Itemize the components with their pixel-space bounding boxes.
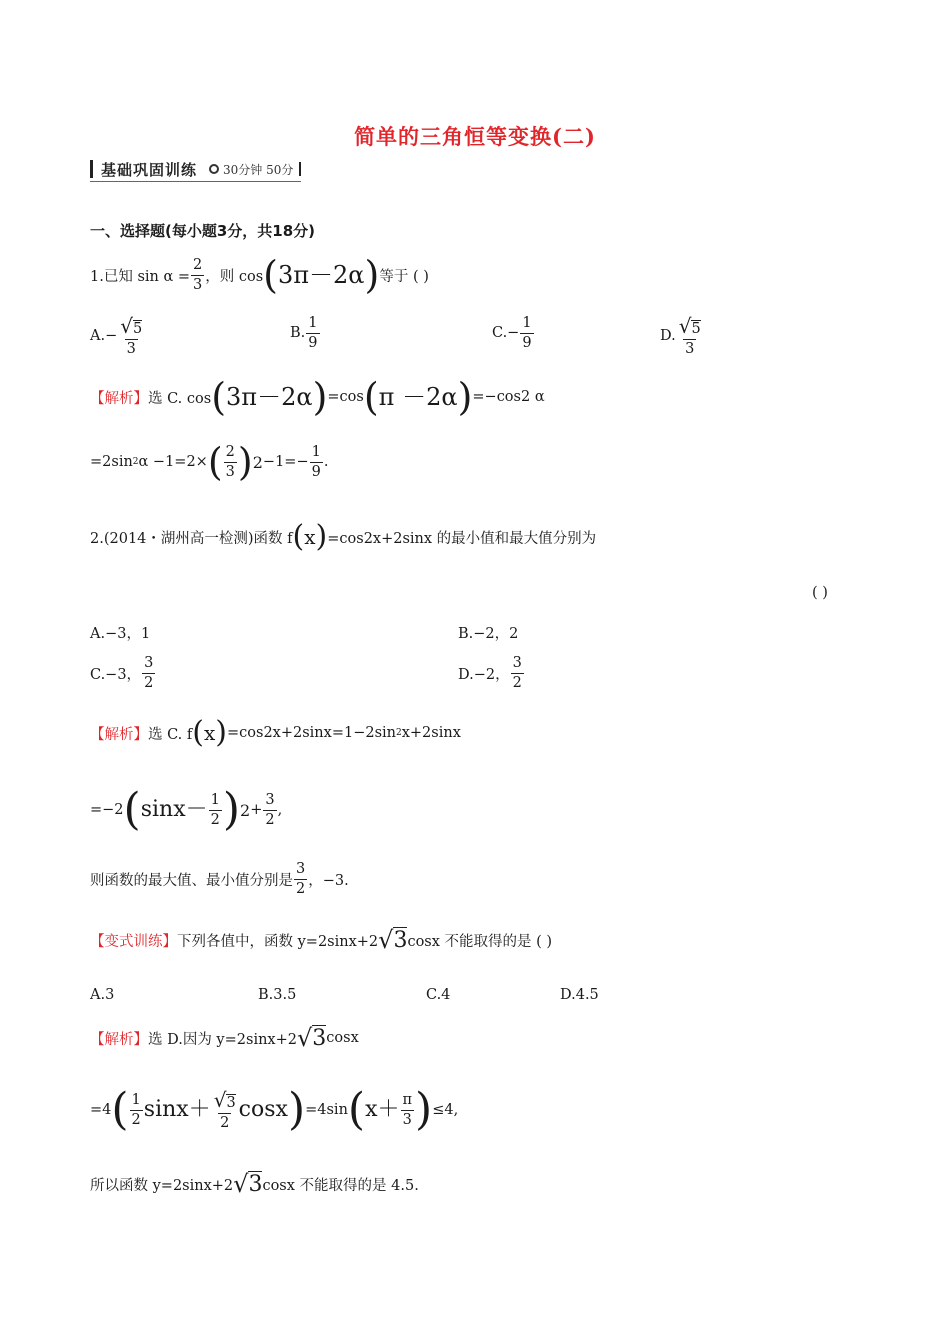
section-heading: 一、选择题(每小题3分，共18分): [90, 222, 316, 240]
q1-fraction: $\frac{2}{3}$: [193, 257, 203, 293]
question-2: 2.(2014・湖州高一检测)函数 f ( x ) =cos2x+2sinx 的最小值和最大值分别为: [90, 519, 597, 554]
variant-question: 【变式训练】 下列各值中，函数 y=2sinx+2 √ 3 cosx 不能取得的是 ( ): [90, 926, 553, 954]
question-1: 1.已知 sin α = $\frac{2}{3}$ ，则 cos ( 3π－2α ) 等于 ( ): [90, 253, 429, 297]
variant-option-a: A.3: [90, 987, 115, 1003]
jiexi-tag: 【解析】: [90, 726, 148, 743]
banner-meta: 30分钟 50分: [223, 162, 294, 177]
q1-option-a: A.− $\frac{√5}{3}$: [90, 314, 143, 357]
q2-answer-bracket: ( ): [812, 585, 828, 601]
jiexi-tag: 【解析】: [90, 1031, 148, 1048]
q1-solution-line1: 【解析】 选 C. cos ( 3π－2α ) =cos ( π －2α ) =−cos2 α: [90, 375, 545, 419]
q2-option-d: D.−2， $\frac{3}{2}$: [458, 655, 522, 691]
banner-rule: [90, 181, 301, 182]
page-title: 简单的三角恒等变换(二): [354, 124, 596, 149]
variant-solution-line1: 【解析】 选 D.因为 y=2sinx+2 √ 3 cosx: [90, 1024, 359, 1052]
section-banner: [90, 158, 301, 180]
variant-tag: 【变式训练】: [90, 933, 177, 950]
q2-solution-line3: 则函数的最大值、最小值分别是 $\frac{3}{2}$ ，−3.: [90, 861, 349, 897]
q1-option-b: B. $\frac{1}{9}$: [290, 315, 318, 351]
variant-solution-line2: =4 ( $\frac{1}{2}$ sinx＋ $\frac{√3}{2}$ cosx ) =4sin ( x＋ $\frac{\pi}{3}$ ) ≤4,: [90, 1084, 459, 1135]
clock-icon: [209, 164, 219, 174]
q1-suffix: 等于 ( ): [379, 268, 429, 285]
q1-option-d: D. $\frac{√5}{3}$: [660, 314, 701, 357]
banner-bar: [90, 160, 93, 178]
q1-prefix: 1.已知 sin α =: [90, 268, 191, 285]
variant-option-b: B.3.5: [258, 987, 297, 1003]
q1-option-c: C.− $\frac{1}{9}$: [492, 315, 532, 351]
variant-option-c: C.4: [426, 987, 451, 1003]
variant-solution-line3: 所以函数 y=2sinx+2 √ 3 cosx 不能取得的是 4.5.: [90, 1170, 419, 1198]
q2-option-c: C.−3， $\frac{3}{2}$: [90, 655, 154, 691]
banner-end-bar: [299, 162, 301, 176]
q1-expr: 3π－2α: [278, 261, 365, 289]
q2-solution-line1: 【解析】 选 C. f ( x ) =cos2x+2sinx=1−2sin 2 x+2sinx: [90, 715, 461, 750]
variant-option-d: D.4.5: [560, 987, 599, 1003]
q2-option-b: B.−2，2: [458, 626, 519, 642]
q2-solution-line2: =−2 ( sinx－ $\frac{1}{2}$ ) 2 + $\frac{3}{2}$ ,: [90, 784, 283, 835]
q2-option-a: A.−3，1: [90, 626, 151, 642]
q1-solution-line2: =2sin 2 α −1=2× ( $\frac{2}{3}$ ) 2 −1=− $\frac{1}{9}$ .: [90, 440, 329, 484]
q1-mid: ，则 cos: [205, 268, 264, 285]
banner-label: 基础巩固训练: [101, 160, 198, 179]
jiexi-tag: 【解析】: [90, 390, 148, 407]
